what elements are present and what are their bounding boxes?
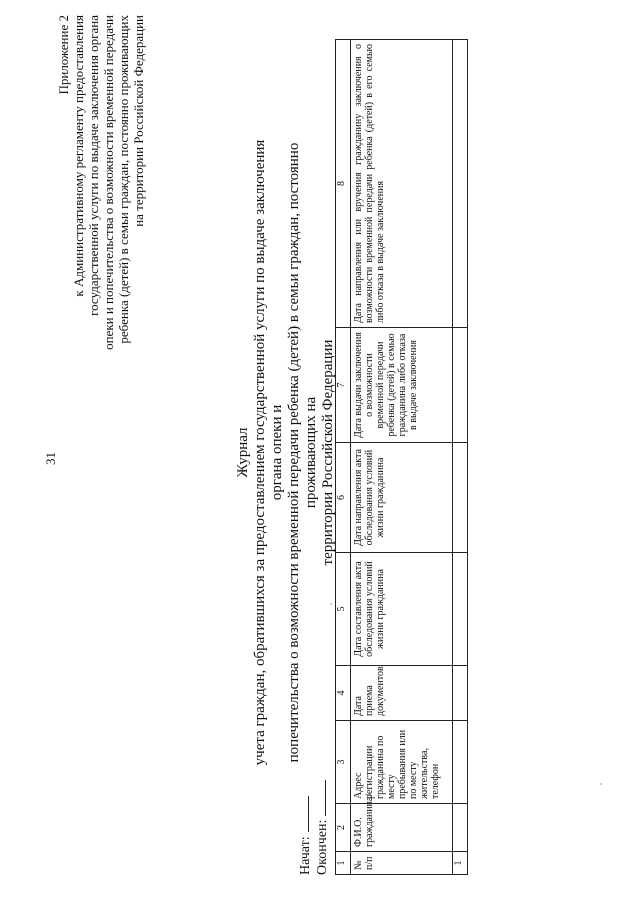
journal-subtitle-line-3: территории Российской Федерации [320, 339, 336, 566]
header-row [351, 40, 453, 875]
finished-field [313, 780, 331, 875]
appendix-line-2: государственной услуги по выдаче заключения органа [86, 15, 101, 316]
started-blank [296, 796, 309, 832]
journal-subtitle-line-1: учета граждан, обратившихся за предоставлением государственной услуги по выдаче заключения органа опеки и [252, 139, 285, 766]
appendix-line-5: на территории Российской Федерации [131, 15, 146, 227]
header-cell: Дата приема документов [351, 666, 453, 721]
header-cell: Дата выдачи заключения о возможности временной передачи ребенка (детей) в семью гражданина либо отказа в выдаче заключения [351, 328, 453, 443]
appendix-header [56, 15, 146, 515]
finished-blank [313, 780, 326, 816]
table-cell [453, 721, 468, 804]
column-number: 3 [336, 721, 351, 804]
table-row [453, 40, 468, 875]
table-cell [453, 443, 468, 553]
journal-title: Журнал [235, 427, 251, 478]
scan-speck [330, 603, 332, 605]
table-cell [453, 666, 468, 721]
row-number-cell: 1 [453, 852, 468, 875]
journal-table [335, 39, 468, 875]
appendix-line-3: опеки и попечительства о возможности временной передачи [101, 15, 116, 350]
header-cell: Дата составления акта обследования условий жизни гражданина [351, 553, 453, 666]
column-number: 6 [336, 443, 351, 553]
column-number: 5 [336, 553, 351, 666]
column-number: 1 [336, 852, 351, 875]
journal-subtitle-line-2: попечительства о возможности временной передачи ребенка (детей) в семьи граждан, постоянно проживающих на [286, 142, 319, 763]
scan-speck [600, 783, 602, 785]
appendix-line-4: ребенка (детей) в семьи граждан, постоянно проживающих [116, 15, 131, 344]
started-label: Начат: [298, 836, 313, 875]
column-number: 8 [336, 40, 351, 328]
journal-subtitle [252, 120, 337, 785]
column-number: 2 [336, 804, 351, 852]
table-cell [453, 328, 468, 443]
column-number-row [336, 40, 351, 875]
table-cell [453, 553, 468, 666]
page-number: 31 [43, 452, 58, 465]
finished-label: Окончен: [315, 819, 330, 875]
table-cell [453, 804, 468, 852]
header-cell: Дата направления акта обследования условий жизни гражданина [351, 443, 453, 553]
header-cell: Дата направления или вручения гражданину заключения о возможности временной передачи ребенка (детей) в его семью либо отказа в выдаче заключения [351, 40, 453, 328]
column-number: 4 [336, 666, 351, 721]
header-cell: № п/п [351, 852, 453, 875]
header-cell: Адрес регистрации гражданина по месту пребывания или по месту жительства, телефон [351, 721, 453, 804]
appendix-title: Приложение 2 [56, 15, 71, 95]
appendix-line-1: к Административному регламенту предоставления [71, 15, 86, 297]
started-field [296, 796, 314, 875]
table-cell [453, 40, 468, 328]
header-cell: Ф.И.О. гражданина/ [351, 804, 453, 852]
column-number: 7 [336, 328, 351, 443]
